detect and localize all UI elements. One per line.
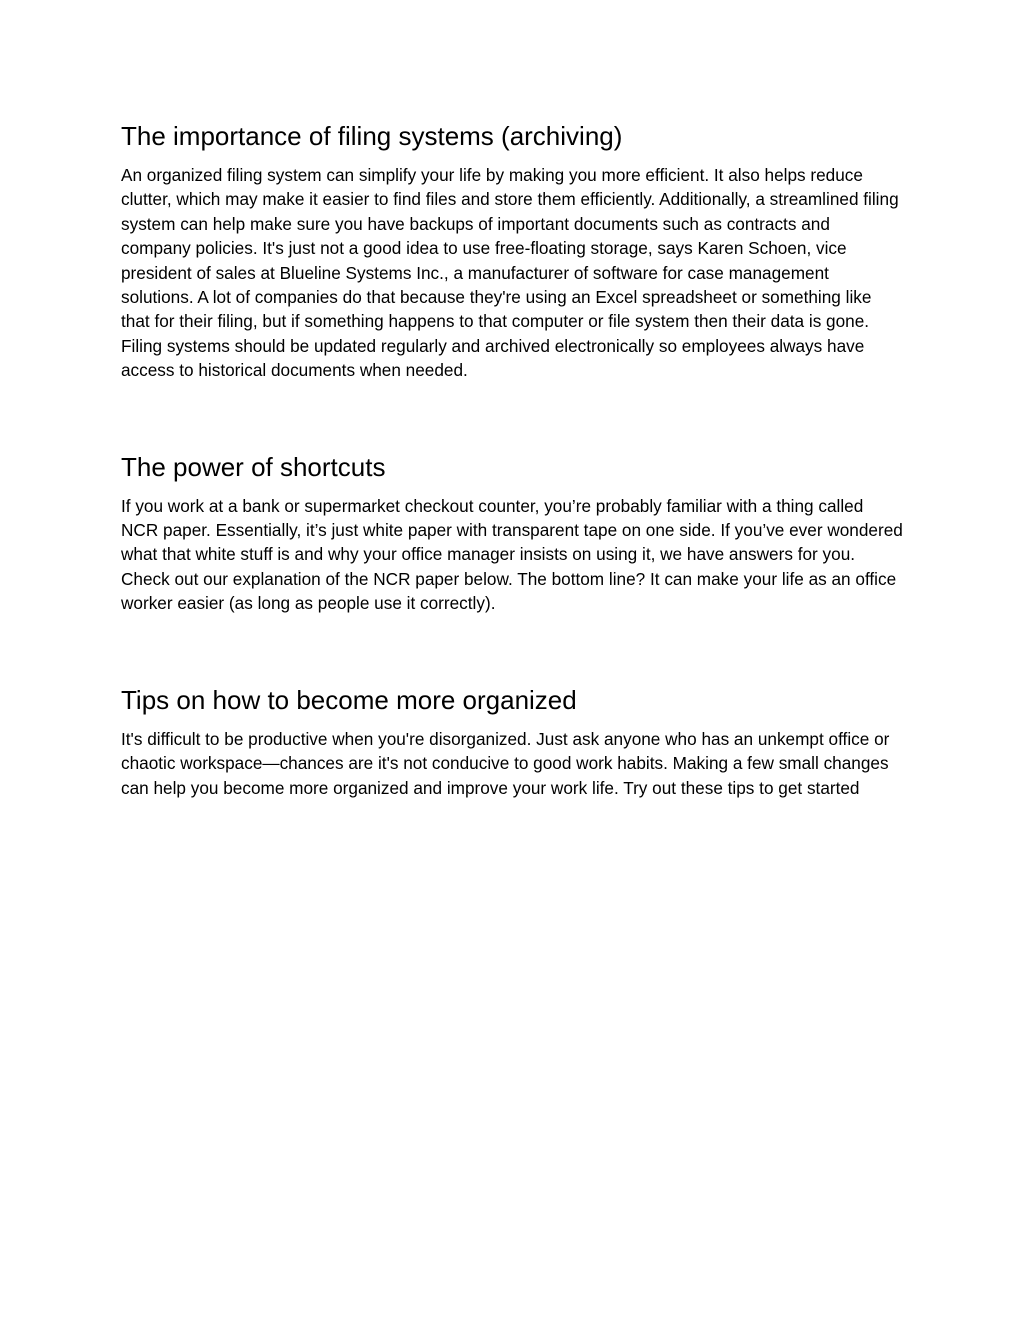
section-heading: Tips on how to become more organized <box>121 684 577 715</box>
section-body: If you work at a bank or supermarket checkout counter, you’re probably familiar with a thing called NCR paper. Essentially, it’s just white paper with transparent tape on one side. If you’ve ever wondered what that white stuff is and why your office manager insists on using it, we have answers for you. Check out our explanation of the NCR paper below. The bottom line? It can make your life as an office worker easier (as long as people use it correctly). <box>121 495 903 614</box>
document-page <box>121 118 903 866</box>
section-shortcuts <box>121 449 903 616</box>
section-heading: The importance of filing systems (archiving) <box>121 121 623 151</box>
section-heading: The power of shortcuts <box>121 451 386 482</box>
section-body: It's difficult to be productive when you're disorganized. Just ask anyone who has an unkempt office or chaotic workspace—chances are it's not conducive to good work habits. Making a few small changes can help you become more organized and improve your work life. Try out these tips to get started <box>121 728 890 798</box>
section-filing-systems <box>121 118 903 383</box>
section-organization-tips <box>121 682 903 800</box>
section-body: An organized filing system can simplify your life by making you more efficient. It also helps reduce clutter, which may make it easier to find files and store them efficiently. Additionally, a streamlined filing system can help make sure you have backups of important documents such as contracts and company policies. It's just not a good idea to use free-floating storage, says Karen Schoen, vice president of sales at Blueline Systems Inc., a manufacturer of software for case management solutions. A lot of companies do that because they're using an Excel spreadsheet or something like that for their filing, but if something happens to that computer or file system then their data is gone. Filing systems should be updated regularly and archived electronically so employees always have access to historical documents when needed. <box>121 165 899 381</box>
